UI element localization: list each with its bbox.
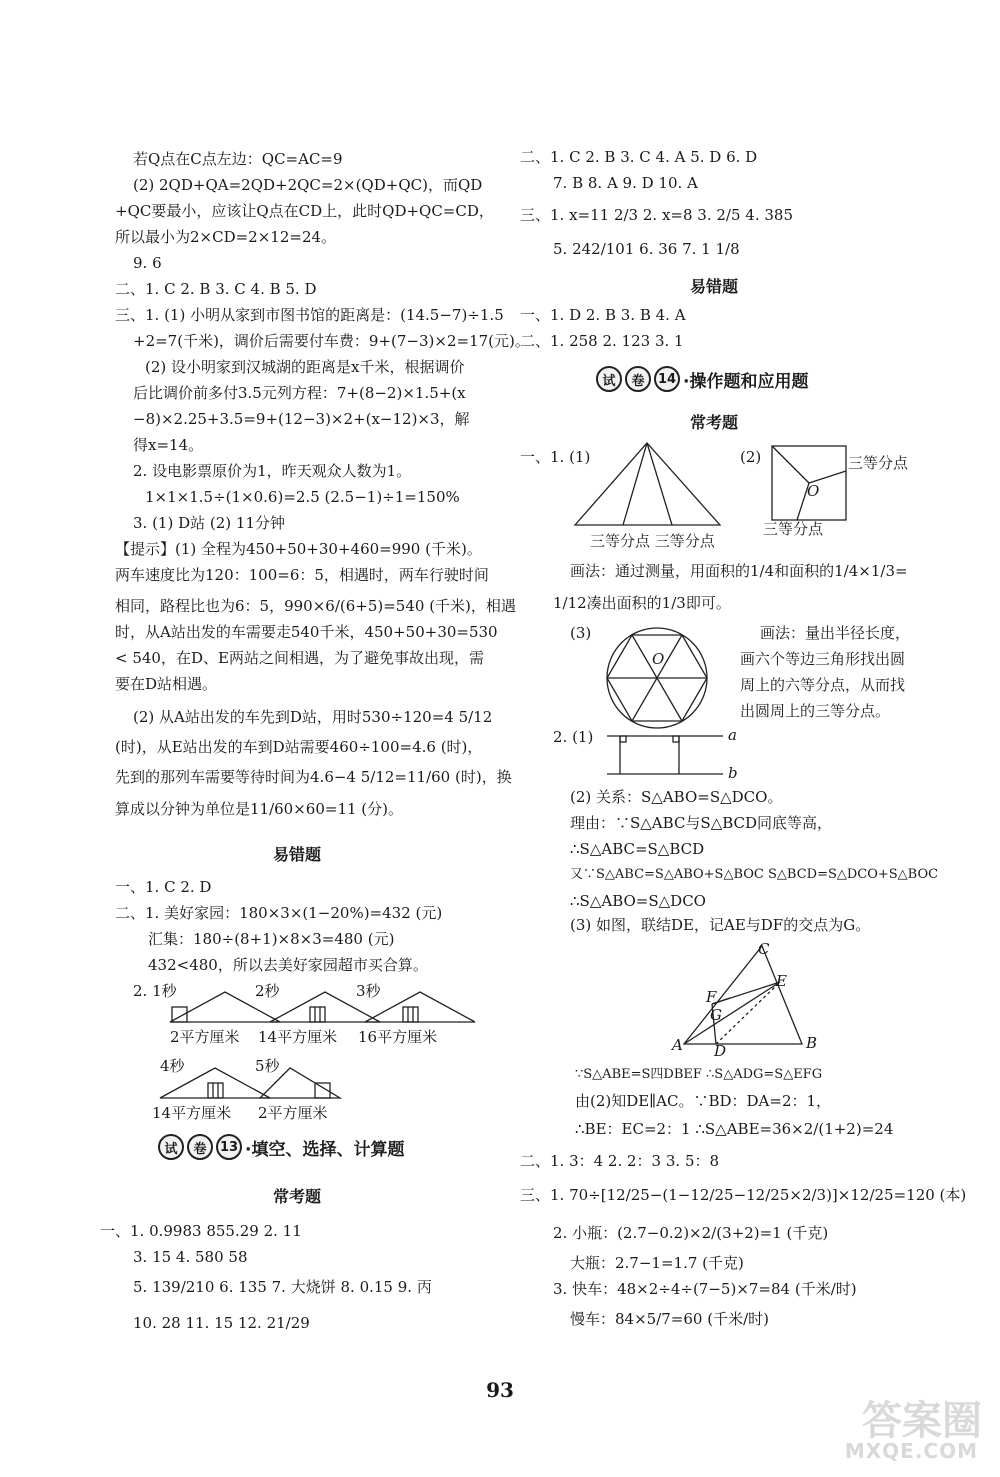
method-text: 画法：量出半径长度， xyxy=(760,624,911,642)
center-o-label: O xyxy=(807,482,820,500)
hexagon-circle-figure xyxy=(603,624,713,734)
page-number: 93 xyxy=(486,1378,514,1402)
text-line: 若Q点在C点左边：QC=AC=9 xyxy=(133,150,343,168)
text-line: 一、1. C 2. D xyxy=(115,878,212,896)
text-line: +2=7(千米)，调价后需要付车费：9+(7−3)×2=17(元)。 xyxy=(133,332,530,350)
text-line: 3. (1) D站 (2) 11分钟 xyxy=(133,514,285,532)
method-text: 1/12凑出面积的1/3即可。 xyxy=(553,594,731,612)
text-line: 9. 6 xyxy=(133,254,162,272)
section-title-13 xyxy=(158,1134,404,1160)
text-line: (3) 如图，联结DE，记AE与DF的交点为G。 xyxy=(570,916,871,934)
text-line: 时，从A站出发的车需要走540千米，450+50+30=530 xyxy=(115,623,498,641)
heading-easy-errors: 易错题 xyxy=(690,277,739,296)
text-line: < 540，在D、E两站之间相遇，为了避免事故出现，需 xyxy=(115,649,484,667)
badge-juan: 卷 xyxy=(625,366,651,392)
moving-square-triangles-row2 xyxy=(150,1066,350,1106)
text-line: 一、1. 0.9983 855.29 2. 11 xyxy=(100,1222,302,1240)
text-line: ∴S△ABC=S△BCD xyxy=(570,840,705,858)
point-label-e: E xyxy=(776,972,787,990)
section-title-14 xyxy=(596,366,808,392)
tri-area-label: 14平方厘米 xyxy=(152,1104,232,1122)
center-o-label: O xyxy=(652,650,665,668)
text-line: 2. 设电影票原价为1，昨天观众人数为1。 xyxy=(133,462,412,480)
parallel-lines-figure xyxy=(605,730,725,780)
badge-number: 13 xyxy=(216,1134,242,1160)
section-title-text: ·操作题和应用题 xyxy=(683,371,809,392)
text-line: 由(2)知DE∥AC。∵BD：DA=2：1， xyxy=(575,1092,832,1110)
text-line: 三、1. (1) 小明从家到市图书馆的距离是：(14.5−7)÷1.5 xyxy=(115,306,504,324)
line-label-b: b xyxy=(728,764,738,782)
text-line: 后比调价前多付3.5元列方程：7+(8−2)×1.5+(x xyxy=(133,384,466,402)
point-label-b: B xyxy=(806,1034,818,1052)
text-line: 一、1. D 2. B 3. B 4. A xyxy=(520,306,686,324)
text-line: 所以最小为2×CD=2×12=24。 xyxy=(115,228,337,246)
text-line: 5. 242/101 6. 36 7. 1 1/8 xyxy=(553,240,740,258)
text-line: 二、1. 美好家园：180×3×(1−20%)=432 (元) xyxy=(115,904,443,922)
text-line: 二、1. C 2. B 3. C 4. B 5. D xyxy=(115,280,317,298)
point-label-a: A xyxy=(672,1036,683,1054)
method-text: 画六个等边三角形找出圆 xyxy=(740,650,906,668)
triangle-trisection-figure xyxy=(570,440,725,530)
tri-time-label: 5秒 xyxy=(255,1057,280,1075)
watermark-logo xyxy=(842,1389,982,1469)
text-line: ∴S△ABO=S△DCO xyxy=(570,892,706,910)
text-line: 2. 小瓶：(2.7−0.2)×2/(3+2)=1 (千克) xyxy=(553,1224,829,1242)
moving-square-triangles-row1 xyxy=(160,990,480,1030)
text-line: 两车速度比为120：100=6：5，相遇时，两车行驶时间 xyxy=(115,566,489,584)
text-line: 三、1. 70÷[12/25−(1−12/25−12/25×2/3)]×12/25=120 (本) xyxy=(520,1186,967,1204)
badge-number: 14 xyxy=(654,366,680,392)
section-title-text: ·填空、选择、计算题 xyxy=(245,1139,405,1160)
tri-area-label: 14平方厘米 xyxy=(258,1028,338,1046)
trisection-label: 三等分点 三等分点 xyxy=(590,532,715,550)
question-label: (3) xyxy=(570,624,592,642)
question-label: 一、1. (1) xyxy=(520,448,591,466)
watermark-bottom: MXQE.COM xyxy=(844,1439,978,1463)
text-line: 三、1. x=11 2/3 2. x=8 3. 2/5 4. 385 xyxy=(520,206,793,224)
text-line: 算成以分钟为单位是11/60×60=11 (分)。 xyxy=(115,800,404,818)
point-label-c: C xyxy=(758,940,770,958)
text-line: 得x=14。 xyxy=(133,436,204,454)
heading-easy-errors: 易错题 xyxy=(273,845,322,864)
tri-time-label: 3秒 xyxy=(356,982,381,1000)
badge-shi: 试 xyxy=(596,366,622,392)
method-text: 出圆周上的三等分点。 xyxy=(740,702,891,720)
text-line: 理由：∵S△ABC与S△BCD同底等高， xyxy=(570,814,833,832)
text-line: 3. 15 4. 580 58 xyxy=(133,1248,248,1266)
tri-time-label: 4秒 xyxy=(160,1057,185,1075)
tri-area-label: 2平方厘米 xyxy=(258,1104,328,1122)
tri-area-label: 2平方厘米 xyxy=(170,1028,240,1046)
text-line: 又∵S△ABC=S△ABO+S△BOC S△BCD=S△DCO+S△BOC xyxy=(570,867,939,882)
text-line: ∴BE：EC=2：1 ∴S△ABE=36×2/(1+2)=24 xyxy=(575,1120,894,1138)
heading-common: 常考题 xyxy=(273,1187,322,1206)
point-label-f: F xyxy=(706,988,717,1006)
text-line: 3. 快车：48×2÷4÷(7−5)×7=84 (千米/时) xyxy=(553,1280,857,1298)
text-line: (2) 2QD+QA=2QD+2QC=2×(QD+QC)，而QD xyxy=(133,176,483,194)
text-line: 1×1×1.5÷(1×0.6)=2.5 (2.5−1)÷1=150% xyxy=(145,488,460,506)
trisection-label: 三等分点 xyxy=(848,454,909,472)
text-line: 432<480，所以去美好家园超市买合算。 xyxy=(148,956,428,974)
badge-juan: 卷 xyxy=(187,1134,213,1160)
badge-shi: 试 xyxy=(158,1134,184,1160)
text-line: (2) 关系：S△ABO=S△DCO。 xyxy=(570,788,783,806)
question-label: 2. (1) xyxy=(553,728,594,746)
tri-time-label: 2. 1秒 xyxy=(133,982,177,1000)
text-line: 10. 28 11. 15 12. 21/29 xyxy=(133,1314,310,1332)
text-line: 7. B 8. A 9. D 10. A xyxy=(553,174,698,192)
text-line: 大瓶：2.7−1=1.7 (千克) xyxy=(570,1254,744,1272)
text-line: −8)×2.25+3.5=9+(12−3)×2+(x−12)×3，解 xyxy=(133,410,470,428)
text-line: 5. 139/210 6. 135 7. 大烧饼 8. 0.15 9. 丙 xyxy=(133,1278,432,1296)
method-text: 周上的六等分点，从而找 xyxy=(740,676,906,694)
point-label-d: D xyxy=(714,1042,727,1060)
text-line: (2) 设小明家到汉城湖的距离是x千米，根据调价 xyxy=(145,358,465,376)
line-label-a: a xyxy=(728,726,737,744)
text-line: (时)，从E站出发的车到D站需要460÷100=4.6 (时)， xyxy=(115,738,483,756)
text-line: 二、1. C 2. B 3. C 4. A 5. D 6. D xyxy=(520,148,758,166)
text-line: ∵S△ABE=S四DBEF ∴S△ADG=S△EFG xyxy=(575,1067,823,1082)
tri-area-label: 16平方厘米 xyxy=(358,1028,438,1046)
point-label-g: G xyxy=(710,1006,722,1024)
text-line: 慢车：84×5/7=60 (千米/时) xyxy=(570,1310,769,1328)
hint-line: 【提示】(1) 全程为450+50+30+460=990 (千米)。 xyxy=(115,540,482,558)
trisection-label: 三等分点 xyxy=(763,520,824,538)
text-line: +QC要最小，应该让Q点在CD上，此时QD+QC=CD， xyxy=(115,202,494,220)
watermark-top: 答案圈 xyxy=(862,1398,982,1444)
heading-common: 常考题 xyxy=(690,413,739,432)
tri-time-label: 2秒 xyxy=(255,982,280,1000)
text-line: 二、1. 3：4 2. 2：3 3. 5：8 xyxy=(520,1152,720,1170)
question-label: (2) xyxy=(740,448,762,466)
text-line: 要在D站相遇。 xyxy=(115,675,218,693)
text-line: 二、1. 258 2. 123 3. 1 xyxy=(520,332,684,350)
text-line: 先到的那列车需要等待时间为4.6−4 5/12=11/60 (时)，换 xyxy=(115,768,512,786)
text-line: 相同，路程比也为6：5，990×6/(6+5)=540 (千米)，相遇 xyxy=(115,597,516,615)
text-line: (2) 从A站出发的车先到D站，用时530÷120=4 5/12 xyxy=(133,708,493,726)
text-line: 汇集：180÷(8+1)×8×3=480 (元) xyxy=(148,930,395,948)
method-text: 画法：通过测量，用面积的1/4和面积的1/4×1/3= xyxy=(570,562,908,580)
